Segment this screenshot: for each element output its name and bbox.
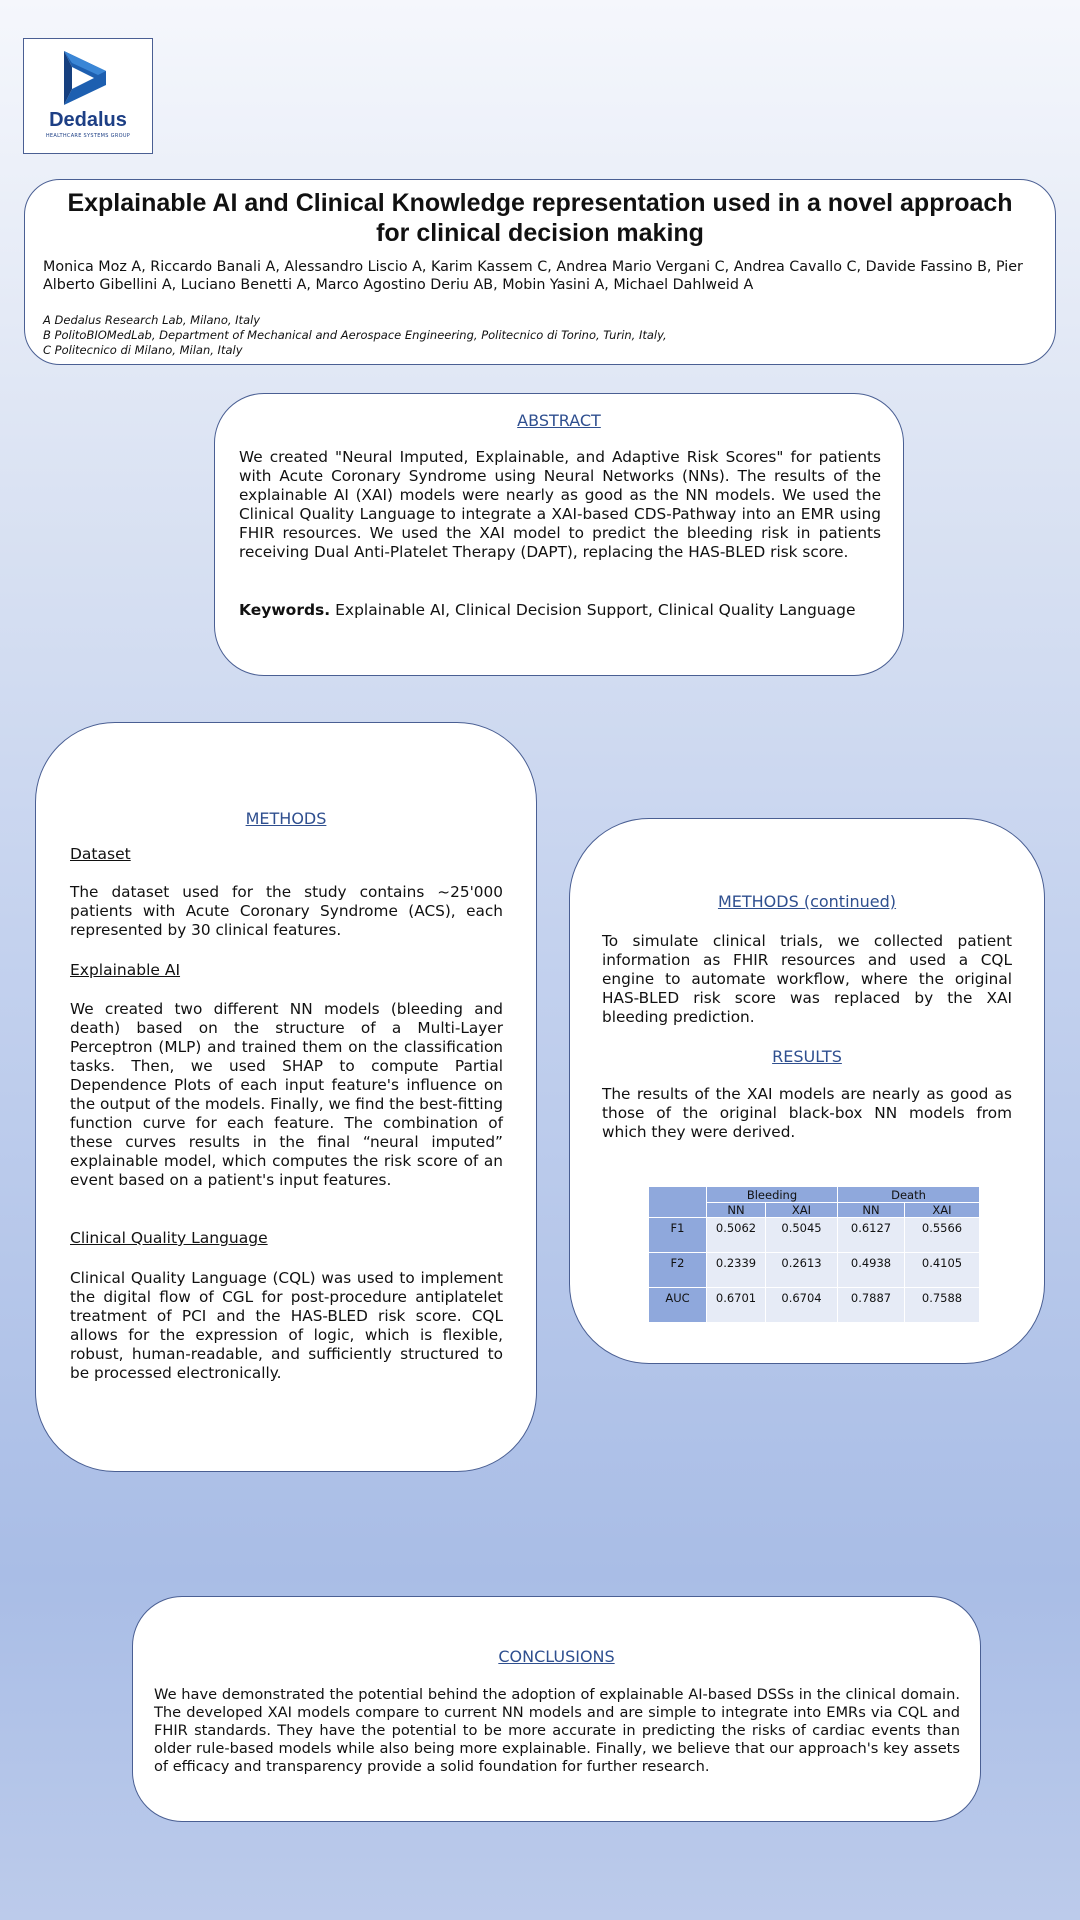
xai-title: Explainable AI: [70, 961, 181, 979]
logo-subtitle: HEALTHCARE SYSTEMS GROUP: [45, 133, 131, 139]
title-panel: [24, 179, 1056, 365]
affiliation-a: A Dedalus Research Lab, Milano, Italy: [43, 313, 261, 327]
table-cell: 0.4938: [838, 1253, 904, 1287]
results-heading: RESULTS: [772, 1047, 842, 1066]
table-corner: [649, 1187, 706, 1217]
table-row: [649, 1218, 979, 1252]
affiliation-b: B PolitoBIOMedLab, Department of Mechanical and Aerospace Engineering, Politecnico di Torino, Turin, Italy,: [43, 328, 667, 342]
table-row: [649, 1253, 979, 1287]
group-bleeding: Bleeding: [707, 1187, 837, 1202]
methods-heading: METHODS: [245, 809, 327, 828]
table-cell: 0.2339: [707, 1253, 765, 1287]
abstract-text: We created "Neural Imputed, Explainable, and Adaptive Risk Scores" for patients with Acute Coronary Syndrome using Neural Networks (NNs). The results of the explainable AI (XAI) models were nearly as good as the NN models. We used the Clinical Quality Language to integrate a XAI-based CDS-Pathway into an EMR using FHIR resources. We used the XAI model to predict the bleeding risk in patients receiving Dual Anti-Platelet Therapy (DAPT), replacing the HAS-BLED risk score.: [239, 448, 881, 561]
methods-panel: [35, 722, 537, 1472]
subheader-death-xai: XAI: [905, 1203, 979, 1217]
keywords-label: Keywords.: [239, 601, 331, 619]
row-label: F2: [649, 1253, 706, 1287]
row-label: F1: [649, 1218, 706, 1252]
conclusions-panel: [132, 1596, 981, 1822]
cql-text: Clinical Quality Language (CQL) was used to implement the digital flow of CGL for post-procedure antiplatelet treatment of PCI and the HAS-BLED risk score. CQL allows for the expression of logic, which is flexible, robust, human-readable, and sufficiently structured to be processed electronically.: [70, 1269, 503, 1382]
table-group-header: [649, 1187, 979, 1202]
abstract-heading: ABSTRACT: [517, 411, 601, 430]
table-cell: 0.5062: [707, 1218, 765, 1252]
keywords-text: Explainable AI, Clinical Decision Support, Clinical Quality Language: [335, 601, 856, 619]
conclusions-heading: CONCLUSIONS: [498, 1647, 615, 1666]
table-cell: 0.5045: [766, 1218, 837, 1252]
keywords: [239, 601, 881, 619]
affiliations: [43, 313, 1025, 358]
xai-text: We created two different NN models (bleeding and death) based on the structure of a Multi-Layer Perceptron (MLP) and trained them on the classification tasks. Then, we used SHAP to compute Partial Dependence Plots of each input feature's influence on the output of the models. Finally, we find the best-fitting function curve for each feature. The combination of these curves results in the final “neural imputed” explainable model, which computes the risk score of an event based on a patient's input features.: [70, 1000, 504, 1189]
subheader-death-nn: NN: [838, 1203, 904, 1217]
methods-continued-panel: [569, 818, 1045, 1364]
dedalus-logo-icon: [62, 49, 114, 107]
cql-title: Clinical Quality Language: [70, 1229, 268, 1247]
methods-continued-text: To simulate clinical trials, we collected patient information as FHIR resources and used a CQL engine to automate workflow, where the original HAS-BLED risk score was replaced by the XAI bleeding prediction.: [602, 932, 1012, 1026]
table-cell: 0.6704: [766, 1288, 837, 1322]
affiliation-c: C Politecnico di Milano, Milan, Italy: [43, 343, 243, 357]
methods-continued-heading: METHODS (continued): [717, 892, 897, 911]
authors-list: Monica Moz A, Riccardo Banali A, Alessandro Liscio A, Karim Kassem C, Andrea Mario Vergani C, Andrea Cavallo C, Davide Fassino B, Pier Alberto Gibellini A, Luciano Benetti A, Marco Agostino Deriu AB, Mobin Yasini A, Michael Dahlweid A: [43, 259, 1023, 293]
table-cell: 0.4105: [905, 1253, 979, 1287]
conclusions-text: We have demonstrated the potential behind the adoption of explainable AI-based DSSs in the clinical domain. The developed XAI models compare to current NN models and are simple to integrate into EMRs via CQL and FHIR standards. They have the potential to be more accurate in predicting the risks of cardiac events than older rule-based models while also being more explainable. Finally, we believe that our approach's key assets of efficacy and transparency provide a solid foundation for further research.: [154, 1686, 960, 1775]
logo-box: [23, 38, 153, 154]
table-cell: 0.5566: [905, 1218, 979, 1252]
dataset-title: Dataset: [70, 845, 131, 863]
dataset-text: The dataset used for the study contains ~25'000 patients with Acute Coronary Syndrome (ACS), each represented by 30 clinical features.: [70, 883, 503, 939]
results-table: [648, 1186, 980, 1323]
abstract-panel: [214, 393, 904, 676]
group-death: Death: [838, 1187, 979, 1202]
table-row: [649, 1288, 979, 1322]
table-cell: 0.6127: [838, 1218, 904, 1252]
poster-title: Explainable AI and Clinical Knowledge representation used in a novel approach for clinical decision making: [67, 189, 1013, 247]
table-cell: 0.2613: [766, 1253, 837, 1287]
table-cell: 0.7887: [838, 1288, 904, 1322]
table-cell: 0.6701: [707, 1288, 765, 1322]
logo-name: Dedalus: [49, 109, 127, 131]
subheader-bleeding-nn: NN: [707, 1203, 765, 1217]
table-cell: 0.7588: [905, 1288, 979, 1322]
results-text: The results of the XAI models are nearly as good as those of the original black-box NN models from which they were derived.: [602, 1085, 1012, 1141]
subheader-bleeding-xai: XAI: [766, 1203, 837, 1217]
row-label: AUC: [649, 1288, 706, 1322]
